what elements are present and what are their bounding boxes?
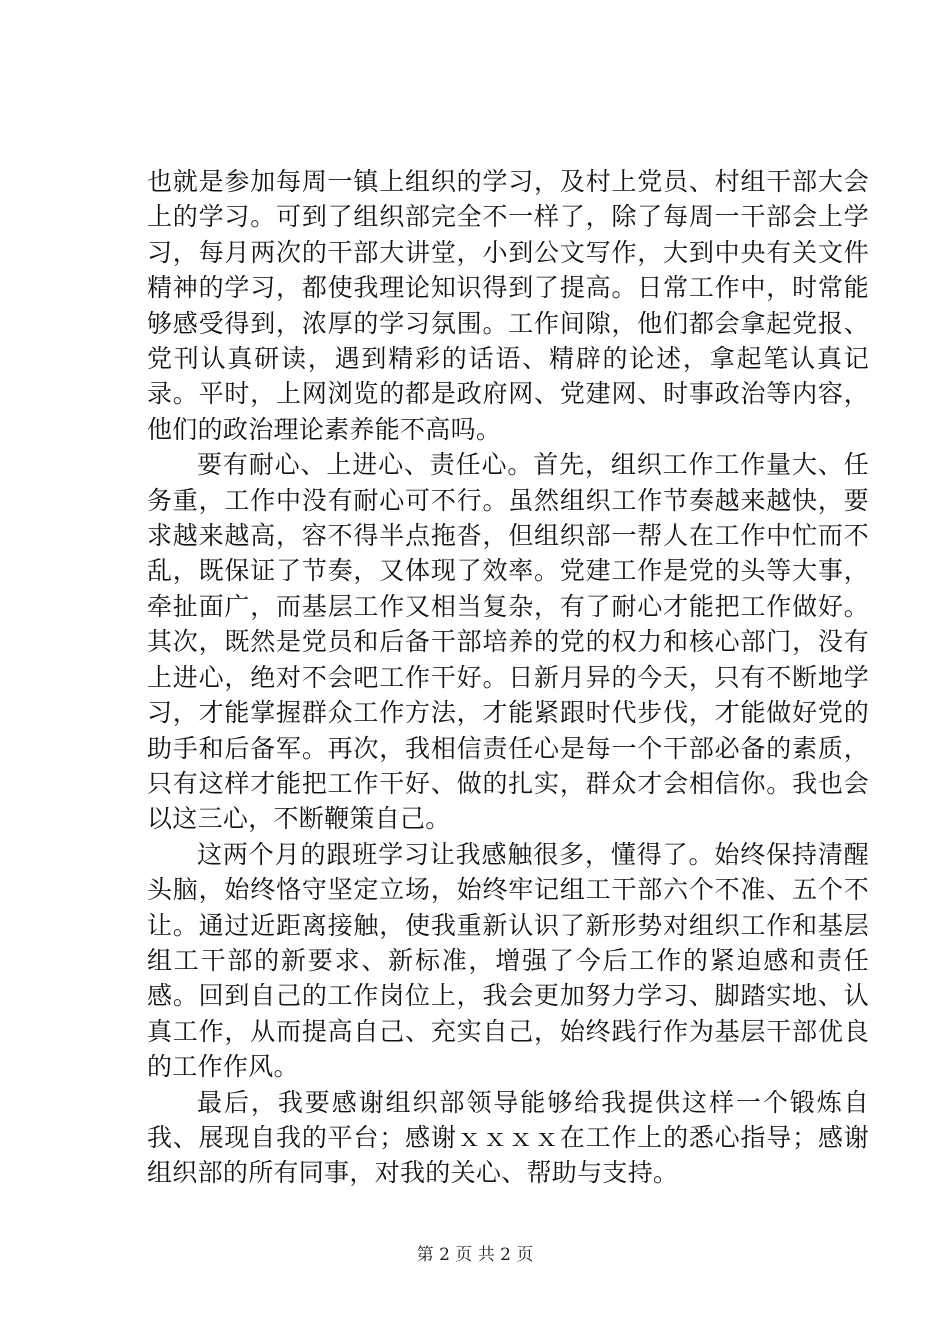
document-body [147, 164, 869, 1191]
paragraph-1: 也就是参加每周一镇上组织的学习，及村上党员、村组干部大会上的学习。可到了组织部完全不一样了，除了每周一干部会上学习，每月两次的干部大讲堂，小到公文写作，大到中央有关文件精神的学习，都使我理论知识得到了提高。日常工作中，时常能够感受得到，浓厚的学习氛围。工作间隙，他们都会拿起党报、党刊认真研读，遇到精彩的话语、精辟的论述，拿起笔认真记录。平时，上网浏览的都是政府网、党建网、时事政治等内容，他们的政治理论素养能不高吗。 [147, 167, 869, 444]
paragraph-3: 这两个月的跟班学习让我感触很多，懂得了。始终保持清醒头脑，始终恪守坚定立场，始终牢记组工干部六个不准、五个不让。通过近距离接触，使我重新认识了新形势对组织工作和基层组工干部的新要求、新标准，增强了今后工作的紧迫感和责任感。回到自己的工作岗位上，我会更加努力学习、脚踏实地、认真工作，从而提高自己、充实自己，始终践行作为基层干部优良的工作作风。 [147, 839, 869, 1082]
paragraph-2: 要有耐心、上进心、责任心。首先，组织工作工作量大、任务重，工作中没有耐心可不行。虽然组织工作节奏越来越快，要求越来越高，容不得半点拖沓，但组织部一帮人在工作中忙而不乱，既保证了节奏，又体现了效率。党建工作是党的头等大事，牵扯面广，而基层工作又相当复杂，有了耐心才能把工作做好。其次，既然是党员和后备干部培养的党的权力和核心部门，没有上进心，绝对不会吧工作干好。日新月异的今天，只有不断地学习，才能掌握群众工作方法，才能紧跟时代步伐，才能做好党的助手和后备军。再次，我相信责任心是每一个干部必备的素质，只有这样才能把工作干好、做的扎实，群众才会相信你。我也会以这三心，不断鞭策自己。 [147, 450, 869, 834]
paragraph-4: 最后，我要感谢组织部领导能够给我提供这样一个锻炼自我、展现自我的平台；感谢ｘｘｘｘ在工作上的悉心指导；感谢组织部的所有同事，对我的关心、帮助与支持。 [147, 1087, 869, 1188]
page-number-footer: 第 2 页 共 2 页 [416, 1245, 534, 1265]
